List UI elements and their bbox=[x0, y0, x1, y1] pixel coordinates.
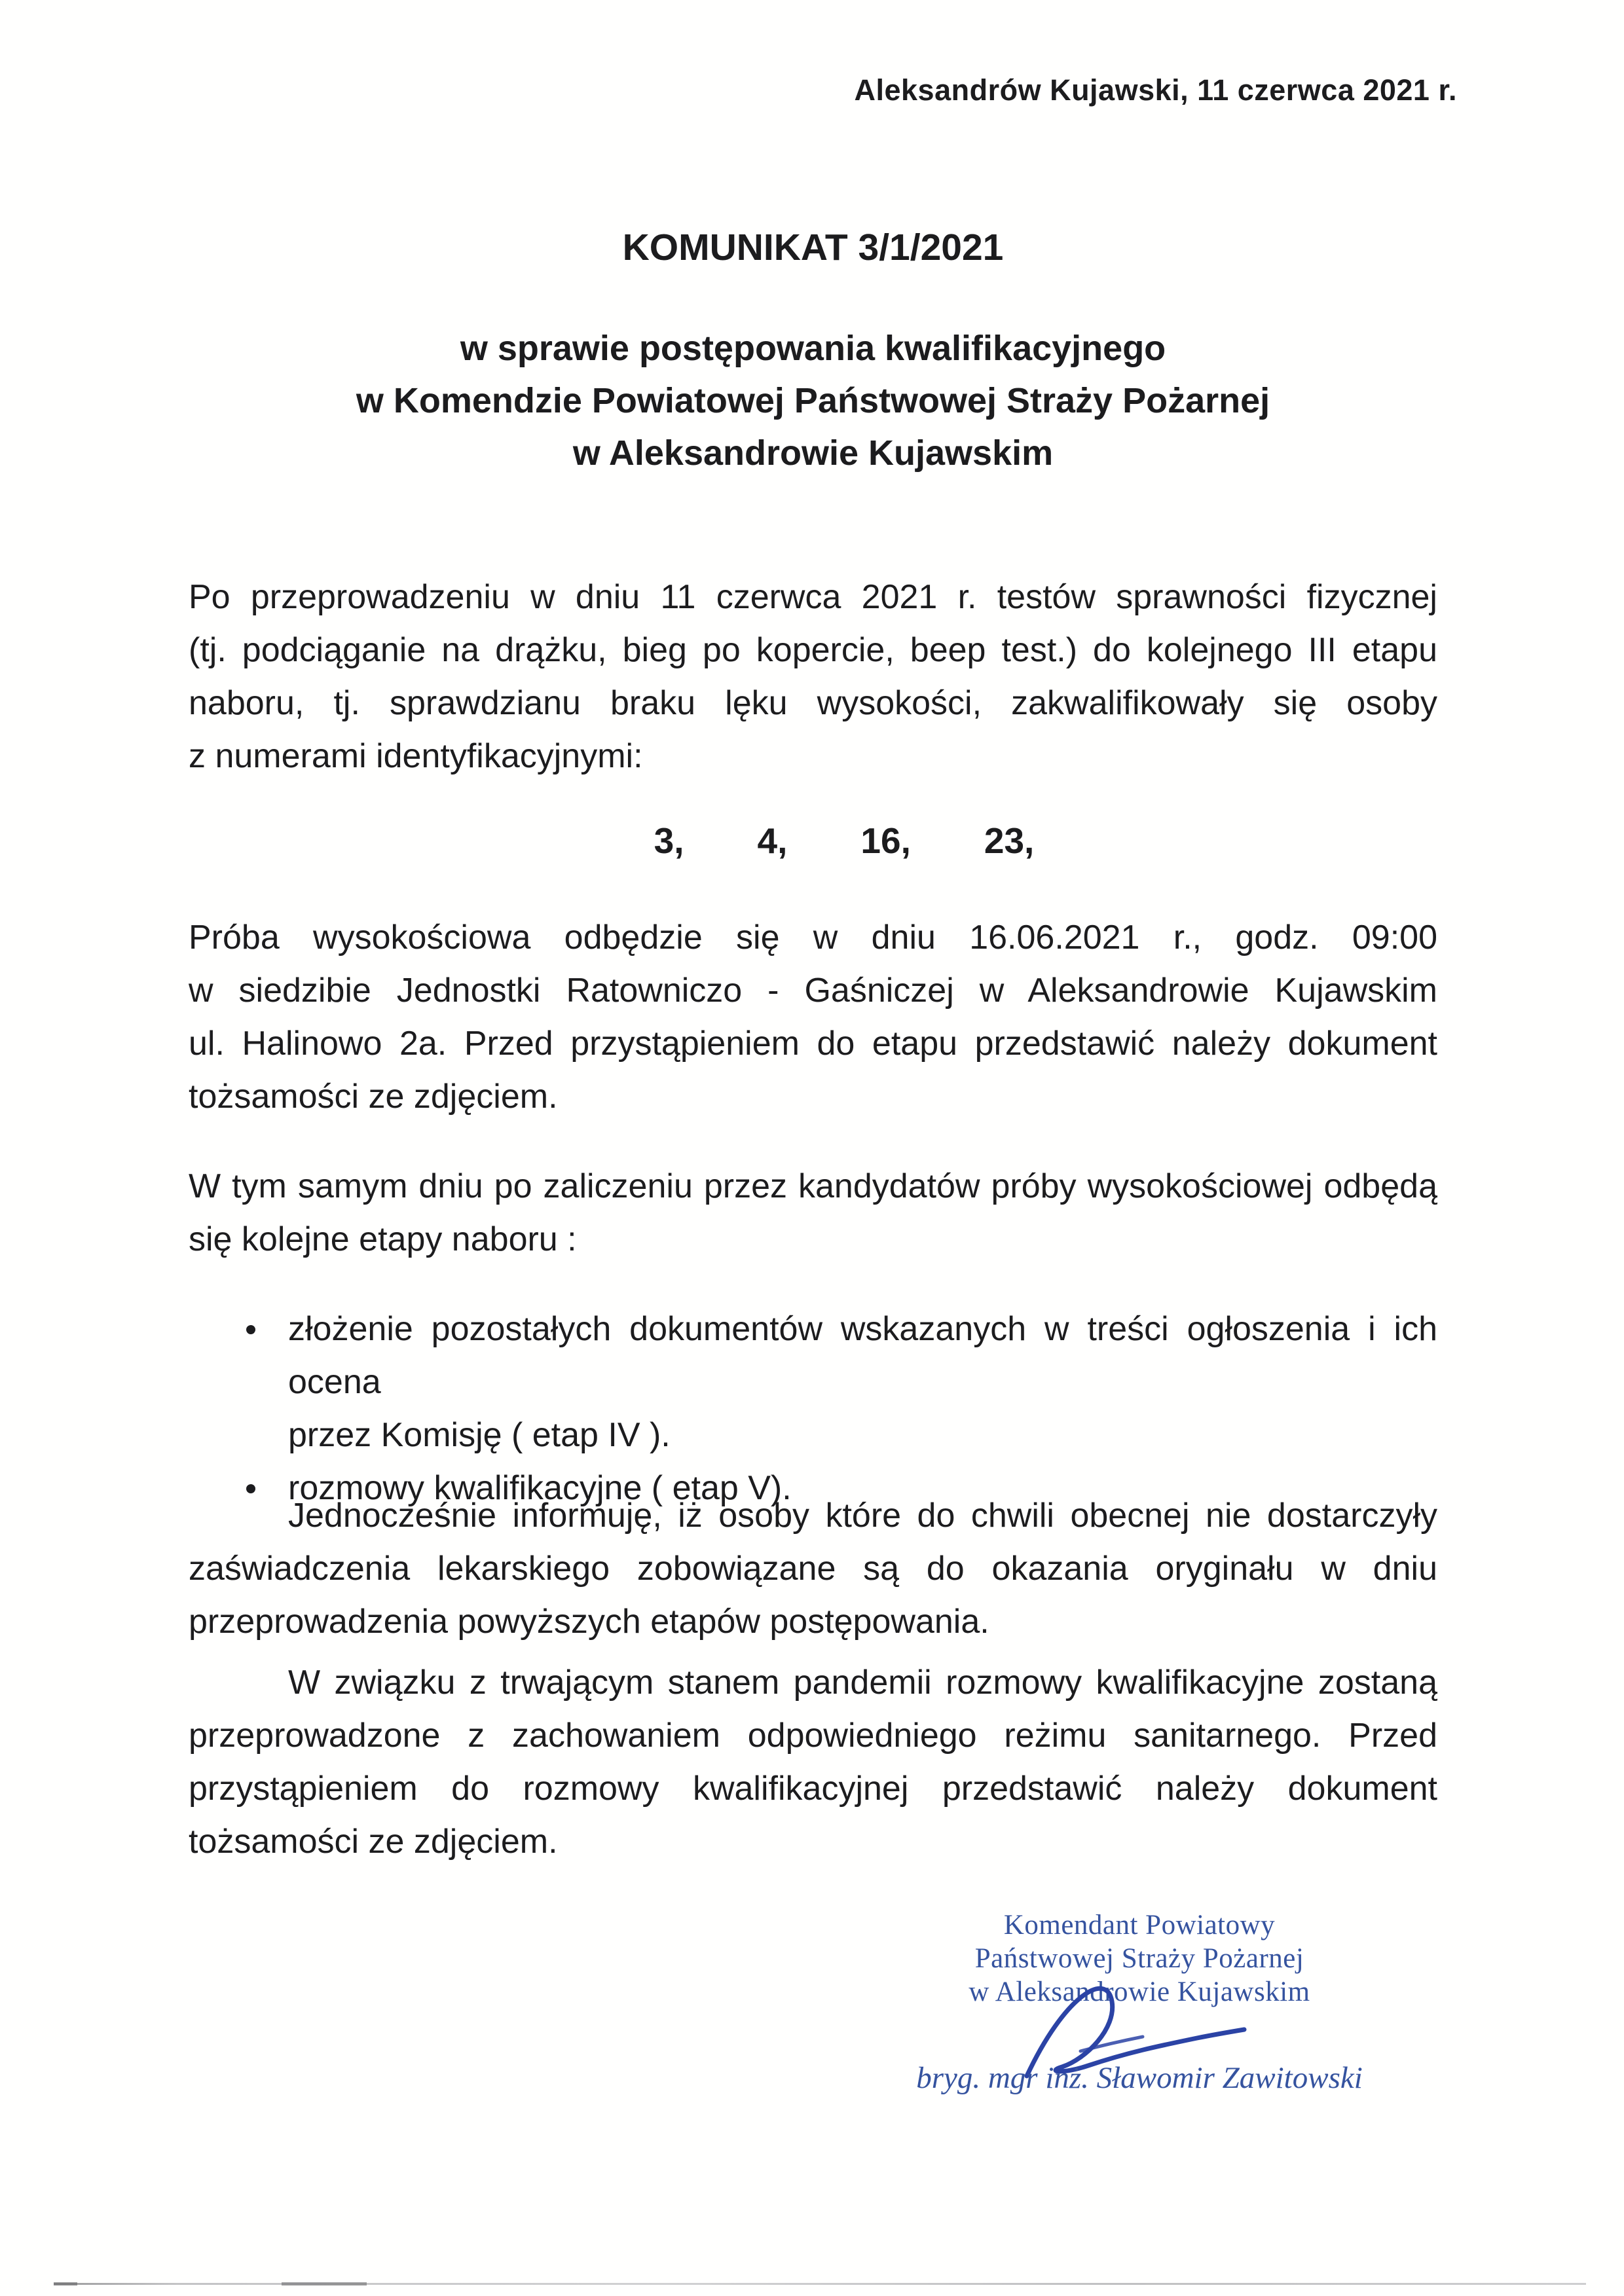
subtitle-line: w Komendzie Powiatowej Państwowej Straży Pożarnej bbox=[356, 381, 1270, 420]
paragraph-line: W związku z trwającym stanem pandemii rozmowy kwalifikacyjne zostaną bbox=[288, 1664, 1437, 1702]
signature-block bbox=[910, 1908, 1369, 2095]
signature-title-line: Komendant Powiatowy bbox=[1003, 1910, 1276, 1941]
paragraph-line: (tj. podciąganie na drążku, bieg po kopercie, beep test.) do kolejnego III etapu bbox=[189, 631, 1437, 669]
subtitle-line: w Aleksandrowie Kujawskim bbox=[572, 433, 1054, 473]
qualified-number: 16, bbox=[860, 820, 911, 861]
paragraph-line: przeprowadzone z zachowaniem odpowiedniego reżimu sanitarnego. Przed bbox=[189, 1717, 1437, 1755]
bullet-item-stage-four bbox=[189, 1303, 1437, 1462]
paragraph-line: się kolejne etapy naboru : bbox=[189, 1220, 577, 1258]
paragraph-height-test bbox=[189, 911, 1437, 1123]
document-title: KOMUNIKAT 3/1/2021 bbox=[622, 227, 1004, 268]
bullet-line: przez Komisję ( etap IV ). bbox=[288, 1416, 671, 1454]
scan-artifact-mark bbox=[282, 2282, 367, 2286]
scan-artifact-mark bbox=[54, 2282, 77, 2286]
document-subtitle bbox=[189, 322, 1437, 479]
paragraph-intro bbox=[189, 571, 1437, 783]
paragraph-line: z numerami identyfikacyjnymi: bbox=[189, 737, 643, 775]
paragraph-line: w siedzibie Jednostki Ratowniczo - Gaśniczej w Aleksandrowie Kujawskim bbox=[189, 972, 1437, 1010]
bullet-text bbox=[288, 1303, 1437, 1462]
paragraph-medical-certificate bbox=[189, 1489, 1437, 1649]
bullet-icon bbox=[246, 1325, 255, 1334]
subtitle-line: w sprawie postępowania kwalifikacyjnego bbox=[460, 329, 1166, 368]
paragraph-line: Jednocześnie informuję, iż osoby które do chwili obecnej nie dostarczyły bbox=[288, 1497, 1437, 1535]
paragraph-next-stages bbox=[189, 1160, 1437, 1266]
paragraph-line: przeprowadzenia powyższych etapów postępowania. bbox=[189, 1603, 989, 1641]
signature-name: bryg. mgr inż. Sławomir Zawitowski bbox=[916, 2061, 1363, 2095]
paragraph-line: naboru, tj. sprawdzianu braku lęku wysokości, zakwalifikowały się osoby bbox=[189, 684, 1437, 722]
qualified-number: 23, bbox=[984, 820, 1035, 861]
bullet-line: złożenie pozostałych dokumentów wskazanych w treści ogłoszenia i ich ocena bbox=[288, 1310, 1437, 1401]
paragraph-line: Próba wysokościowa odbędzie się w dniu 16.06.2021 r., godz. 09:00 bbox=[189, 919, 1437, 957]
bullet-line: rozmowy kwalifikacyjne ( etap V). bbox=[288, 1469, 792, 1507]
paragraph-line: W tym samym dniu po zaliczeniu przez kandydatów próby wysokościowej odbędą bbox=[189, 1167, 1437, 1205]
signature-title-line: w Aleksandrowie Kujawskim bbox=[969, 1977, 1310, 2007]
signature-title-line: Państwowej Straży Pożarnej bbox=[974, 1943, 1304, 1974]
stages-bullet-list bbox=[189, 1303, 1437, 1515]
paragraph-line: przystąpieniem do rozmowy kwalifikacyjnej przedstawić należy dokument bbox=[189, 1770, 1437, 1808]
paragraph-line: zaświadczenia lekarskiego zobowiązane są do okazania oryginału w dniu bbox=[189, 1550, 1437, 1588]
qualified-number: 4, bbox=[757, 820, 788, 861]
qualified-number: 3, bbox=[654, 820, 684, 861]
qualified-numbers-row bbox=[189, 820, 1437, 862]
paragraph-line: ul. Halinowo 2a. Przed przystąpieniem do etapu przedstawić należy dokument bbox=[189, 1025, 1437, 1063]
document-date-line: Aleksandrów Kujawski, 11 czerwca 2021 r. bbox=[854, 73, 1457, 107]
paragraph-pandemic-regime bbox=[189, 1656, 1437, 1868]
paragraph-line: Po przeprowadzeniu w dniu 11 czerwca 2021 r. testów sprawności fizycznej bbox=[189, 578, 1437, 616]
paragraph-line: tożsamości ze zdjęciem. bbox=[189, 1078, 558, 1116]
paragraph-line: tożsamości ze zdjęciem. bbox=[189, 1823, 558, 1861]
